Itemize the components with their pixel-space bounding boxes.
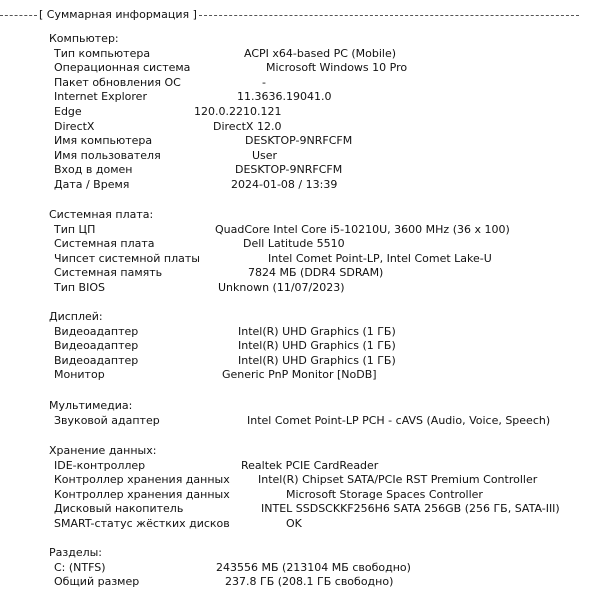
info-row bbox=[0, 281, 600, 296]
info-row bbox=[0, 561, 600, 576]
section-title: Компьютер: bbox=[49, 32, 119, 45]
info-row bbox=[0, 237, 600, 252]
row-label: Имя пользователя bbox=[54, 148, 161, 162]
row-value: OK bbox=[286, 517, 302, 530]
row-value: 2024-01-08 / 13:39 bbox=[231, 178, 338, 191]
info-row bbox=[0, 252, 600, 267]
section-title: Хранение данных: bbox=[49, 444, 157, 457]
row-value: Microsoft Windows 10 Pro bbox=[266, 61, 408, 75]
row-label: Тип компьютера bbox=[54, 46, 151, 60]
row-label: Тип BIOS bbox=[54, 281, 105, 294]
info-row bbox=[0, 488, 600, 503]
row-value: 11.3636.19041.0 bbox=[237, 90, 332, 104]
row-label: Edge bbox=[54, 105, 82, 118]
row-label: Тип ЦП bbox=[54, 222, 96, 236]
row-label: Системная память bbox=[54, 266, 163, 280]
row-value: Intel Comet Point-LP PCH - cAVS (Audio, Voice, Speech) bbox=[247, 413, 551, 427]
row-value: Intel(R) UHD Graphics (1 ГБ) bbox=[238, 353, 396, 367]
info-row bbox=[0, 163, 600, 178]
row-value: QuadCore Intel Core i5-10210U, 3600 MHz (36 x 100) bbox=[215, 222, 510, 236]
info-row bbox=[0, 120, 600, 135]
row-value: DESKTOP-9NRFCFM bbox=[245, 134, 353, 148]
info-row bbox=[0, 61, 600, 76]
row-value: 7824 МБ (DDR4 SDRAM) bbox=[248, 266, 384, 280]
row-label: Видеоадаптер bbox=[54, 339, 139, 353]
info-row bbox=[0, 223, 600, 238]
row-label: Чипсет системной платы bbox=[54, 251, 200, 265]
row-label: IDE-контроллер bbox=[54, 458, 146, 472]
row-label: DirectX bbox=[54, 119, 95, 133]
row-label: Общий размер bbox=[54, 575, 140, 589]
info-row bbox=[0, 339, 600, 354]
row-value: Realtek PCIE CardReader bbox=[241, 458, 379, 472]
header-dashes-right bbox=[199, 8, 579, 22]
row-value: Intel(R) Chipset SATA/PCIe RST Premium Controller bbox=[258, 473, 538, 487]
row-label: Видеоадаптер bbox=[54, 353, 139, 367]
row-label: C: (NTFS) bbox=[54, 560, 106, 574]
row-label: Видеоадаптер bbox=[54, 324, 139, 338]
row-label: Контроллер хранения данных bbox=[54, 487, 230, 501]
row-value: DESKTOP-9NRFCFM bbox=[235, 163, 343, 177]
info-row bbox=[0, 354, 600, 369]
report-title: [ Суммарная информация ] bbox=[39, 8, 197, 21]
row-value: DirectX 12.0 bbox=[213, 119, 282, 133]
row-label: Дисковый накопитель bbox=[54, 502, 184, 516]
row-value: Intel Comet Point-LP, Intel Comet Lake-U bbox=[268, 251, 492, 265]
section-title: Разделы: bbox=[49, 546, 103, 559]
info-row bbox=[0, 575, 600, 590]
row-value: Dell Latitude 5510 bbox=[243, 237, 345, 251]
info-row bbox=[0, 76, 600, 91]
section-title: Дисплей: bbox=[49, 310, 103, 323]
info-row bbox=[0, 178, 600, 193]
info-row bbox=[0, 149, 600, 164]
info-row bbox=[0, 325, 600, 340]
row-value: 237.8 ГБ (208.1 ГБ свободно) bbox=[225, 575, 394, 589]
info-row bbox=[0, 502, 600, 517]
row-value: Unknown (11/07/2023) bbox=[218, 281, 345, 294]
info-row bbox=[0, 90, 600, 105]
info-row bbox=[0, 473, 600, 488]
info-row bbox=[0, 459, 600, 474]
info-row bbox=[0, 368, 600, 383]
row-label: Системная плата bbox=[54, 237, 155, 251]
info-row bbox=[0, 134, 600, 149]
row-label: Дата / Время bbox=[54, 178, 130, 191]
row-value: Generic PnP Monitor [NoDB] bbox=[222, 368, 377, 382]
row-label: Монитор bbox=[54, 368, 105, 382]
row-label: Имя компьютера bbox=[54, 134, 153, 148]
row-label: Операционная система bbox=[54, 61, 191, 75]
row-label: Вход в домен bbox=[54, 163, 133, 177]
info-row bbox=[0, 266, 600, 281]
section-title: Мультимедиа: bbox=[49, 399, 133, 412]
row-value: Microsoft Storage Spaces Controller bbox=[286, 487, 483, 501]
row-value: User bbox=[252, 148, 278, 162]
row-value: INTEL SSDSCKKF256H6 SATA 256GB (256 ГБ, SATA-III) bbox=[261, 502, 560, 516]
report-header bbox=[0, 8, 600, 22]
section-title: Системная плата: bbox=[49, 208, 154, 221]
row-label: SMART-статус жёстких дисков bbox=[54, 517, 230, 530]
row-value: Intel(R) UHD Graphics (1 ГБ) bbox=[238, 324, 396, 338]
row-value: ACPI x64-based PC (Mobile) bbox=[244, 46, 397, 60]
row-label: Контроллер хранения данных bbox=[54, 473, 230, 487]
row-label: Пакет обновления ОС bbox=[54, 75, 181, 89]
row-label: Internet Explorer bbox=[54, 90, 147, 104]
info-row bbox=[0, 105, 600, 120]
row-value: Intel(R) UHD Graphics (1 ГБ) bbox=[238, 339, 396, 353]
row-value: 243556 МБ (213104 МБ свободно) bbox=[216, 560, 411, 574]
header-dashes-left bbox=[0, 8, 37, 22]
info-row bbox=[0, 47, 600, 62]
row-value: 120.0.2210.121 bbox=[194, 105, 282, 118]
row-label: Звуковой адаптер bbox=[54, 413, 160, 427]
row-value: - bbox=[262, 75, 266, 89]
info-row bbox=[0, 414, 600, 429]
info-row bbox=[0, 517, 600, 532]
